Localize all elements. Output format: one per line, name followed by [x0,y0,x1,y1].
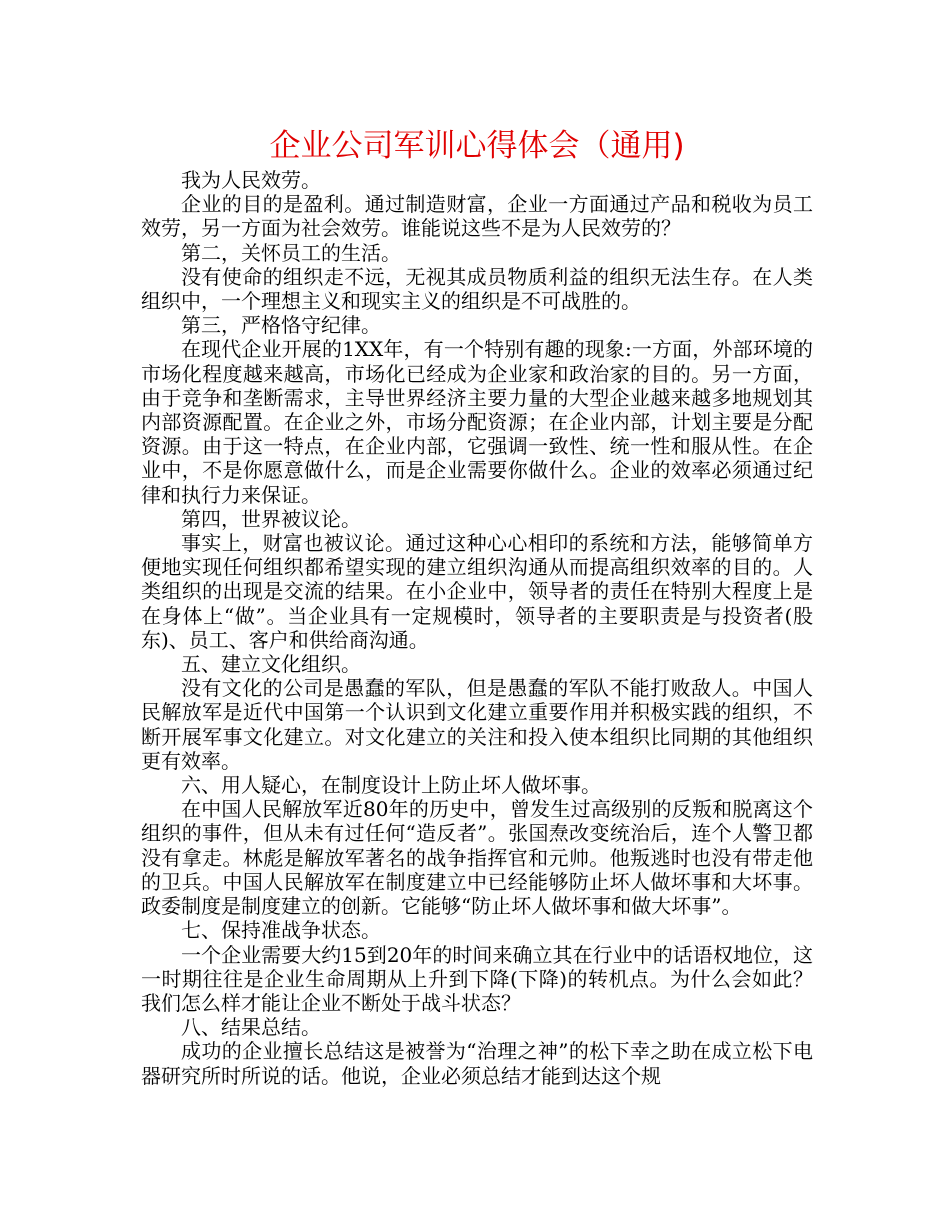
paragraph: 八、结果总结。 [181,1015,321,1040]
paragraph: 在中国人民解放军近80年的历史中，曾发生过高级别的反叛和脱离这个组织的事件，但从未有过任何“造反者”。张国焘改变统治后，连个人警卫都没有拿走。林彪是解放军著名的战争指挥官和元帅。他叛逃时也没有带走他的卫兵。中国人民解放军在制度建立中已经能够防止坏人做坏事和大坏事。政委制度是制度建立的创新。它能够“防止坏人做坏事和做大坏事”。 [141,797,813,919]
paragraph: 一个企业需要大约15到20年的时间来确立其在行业中的话语权地位，这一时期往往是企业生命周期从上升到下降(下降)的转机点。为什么会如此？我们怎么样才能让企业不断处于战斗状态？ [141,942,813,1015]
paragraph: 五、建立文化组织。 [181,652,361,677]
paragraph: 第三，严格恪守纪律。 [181,313,381,338]
document-title: 企业公司军训心得体会（通用) [269,128,685,164]
paragraph: 企业的目的是盈利。通过制造财富，企业一方面通过产品和税收为员工效劳，另一方面为社会效劳。谁能说这些不是为人民效劳的？ [141,192,813,241]
paragraph: 我为人民效劳。 [181,168,321,192]
paragraph: 第四，世界被议论。 [181,506,361,531]
paragraph: 没有文化的公司是愚蠢的军队，但是愚蠢的军队不能打败敌人。中国人民解放军是近代中国第一个认识到文化建立重要作用并积极实践的组织，不断开展军事文化建立。对文化建立的关注和投入使本组织比同期的其他组织更有效率。 [141,676,813,773]
document-body [141,168,813,1088]
paragraph: 没有使命的组织走不远，无视其成员物质利益的组织无法生存。在人类组织中，一个理想主义和现实主义的组织是不可战胜的。 [141,264,813,314]
paragraph: 事实上，财富也被议论。通过这种心心相印的系统和方法，能够简单方便地实现任何组织都希望实现的建立组织沟通从而提高组织效率的目的。人类组织的出现是交流的结果。在小企业中，领导者的责任在特别大程度上是在身体上“做”。当企业具有一定规模时，领导者的主要职责是与投资者(股东)、员工、客户和供给商沟通。 [141,531,813,652]
paragraph: 第二，关怀员工的生活。 [181,240,401,265]
document-page [141,124,813,1088]
paragraph: 在现代企业开展的1XX年，有一个特别有趣的现象:一方面，外部环境的市场化程度越来越高，市场化已经成为企业家和政治家的目的。另一方面，由于竞争和垄断需求，主导世界经济主要力量的大型企业越来越多地规划其内部资源配置。在企业之外，市场分配资源；在企业内部，计划主要是分配资源。由于这一特点，在企业内部，它强调一致性、统一性和服从性。在企业中，不是你愿意做什么，而是企业需要你做什么。企业的效率必须通过纪律和执行力来保证。 [141,337,813,507]
paragraph: 七、保持准战争状态。 [181,918,381,943]
paragraph: 六、用人疑心，在制度设计上防止坏人做坏事。 [181,773,601,798]
paragraph: 成功的企业擅长总结这是被誉为“治理之神”的松下幸之助在成立松下电器研究所时所说的话。他说，企业必须总结才能到达这个规 [141,1039,813,1088]
